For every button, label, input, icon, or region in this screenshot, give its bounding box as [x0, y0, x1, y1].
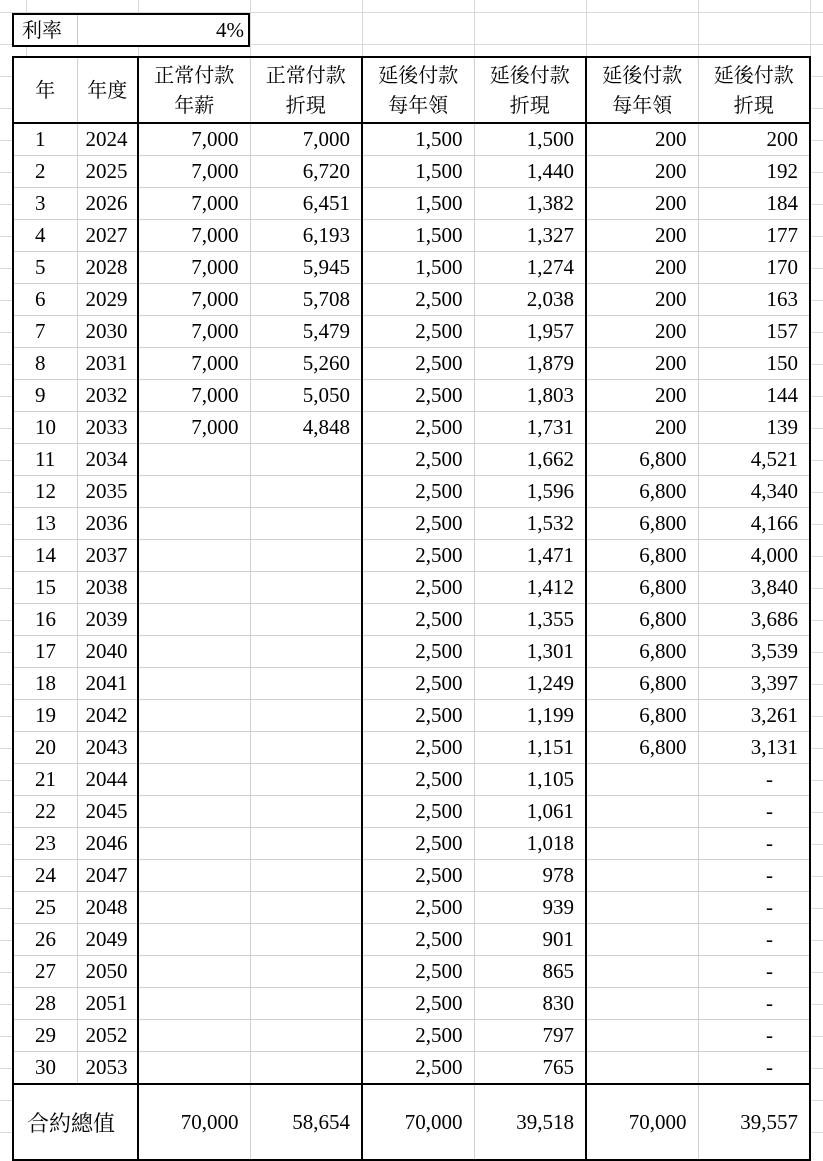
cell-year[interactable]: 16 — [13, 604, 77, 636]
cell-deferred-a-annual[interactable]: 2,500 — [362, 700, 474, 732]
table-row — [13, 188, 810, 220]
cell-deferred-a-annual[interactable]: 2,500 — [362, 1020, 474, 1052]
cell-deferred-b-annual[interactable]: 6,800 — [586, 732, 698, 764]
cell-deferred-b-annual[interactable]: 200 — [586, 123, 698, 156]
header-year[interactable]: 年 — [13, 57, 77, 123]
table-row — [13, 444, 810, 476]
cell-normal-discount[interactable] — [250, 860, 362, 892]
interest-rate-value[interactable]: 4% — [216, 18, 244, 42]
cell-normal-discount[interactable]: 5,945 — [250, 252, 362, 284]
cell-normal-discount[interactable] — [250, 572, 362, 604]
cell-deferred-b-annual[interactable] — [586, 956, 698, 988]
cell-deferred-a-discount[interactable]: 1,440 — [474, 156, 586, 188]
cell-deferred-a-discount[interactable]: 1,199 — [474, 700, 586, 732]
cell-deferred-b-annual[interactable] — [586, 892, 698, 924]
table-row — [13, 956, 810, 988]
cell-year[interactable]: 17 — [13, 636, 77, 668]
header-deferred-b-discount[interactable]: 延後付款 折現 — [698, 57, 810, 123]
cell-deferred-a-discount[interactable]: 1,957 — [474, 316, 586, 348]
cell-normal-salary[interactable] — [138, 924, 250, 956]
cell-deferred-b-discount[interactable]: 170 — [698, 252, 810, 284]
cell-normal-salary[interactable] — [138, 796, 250, 828]
cell-deferred-a-discount[interactable]: 1,532 — [474, 508, 586, 540]
total-normal-salary[interactable]: 70,000 — [138, 1084, 250, 1160]
cell-year[interactable]: 15 — [13, 572, 77, 604]
cell-fiscal-year[interactable]: 2039 — [77, 604, 138, 636]
cell-normal-salary[interactable]: 7,000 — [138, 156, 250, 188]
cell-deferred-b-discount[interactable]: - — [698, 924, 810, 956]
table-row — [13, 796, 810, 828]
cell-normal-discount[interactable] — [250, 828, 362, 860]
cell-year[interactable]: 22 — [13, 796, 77, 828]
cell-year[interactable]: 21 — [13, 764, 77, 796]
cell-deferred-b-annual[interactable] — [586, 796, 698, 828]
cell-fiscal-year[interactable]: 2045 — [77, 796, 138, 828]
table-row — [13, 700, 810, 732]
cell-normal-discount[interactable]: 5,708 — [250, 284, 362, 316]
cell-deferred-b-discount[interactable]: 4,521 — [698, 444, 810, 476]
cell-year[interactable]: 29 — [13, 1020, 77, 1052]
cell-normal-salary[interactable]: 7,000 — [138, 123, 250, 156]
cell-deferred-a-discount[interactable]: 865 — [474, 956, 586, 988]
header-deferred-a-annual[interactable]: 延後付款 每年領 — [362, 57, 474, 123]
cell-normal-discount[interactable]: 6,451 — [250, 188, 362, 220]
cell-deferred-b-annual[interactable]: 200 — [586, 380, 698, 412]
cell-deferred-a-discount[interactable]: 1,412 — [474, 572, 586, 604]
cell-deferred-a-discount[interactable]: 1,662 — [474, 444, 586, 476]
header-normal-salary[interactable]: 正常付款 年薪 — [138, 57, 250, 123]
cell-deferred-a-annual[interactable]: 2,500 — [362, 540, 474, 572]
cell-year[interactable]: 24 — [13, 860, 77, 892]
cell-fiscal-year[interactable]: 2049 — [77, 924, 138, 956]
cell-normal-salary[interactable]: 7,000 — [138, 252, 250, 284]
cell-normal-salary[interactable] — [138, 540, 250, 572]
cell-fiscal-year[interactable]: 2030 — [77, 316, 138, 348]
cell-normal-discount[interactable] — [250, 700, 362, 732]
table-row — [13, 412, 810, 444]
cell-deferred-a-discount[interactable]: 939 — [474, 892, 586, 924]
cell-deferred-a-discount[interactable]: 1,596 — [474, 476, 586, 508]
cell-deferred-b-discount[interactable]: 177 — [698, 220, 810, 252]
cell-deferred-a-discount[interactable]: 1,500 — [474, 123, 586, 156]
cell-fiscal-year[interactable]: 2050 — [77, 956, 138, 988]
cell-fiscal-year[interactable]: 2027 — [77, 220, 138, 252]
cell-year[interactable]: 20 — [13, 732, 77, 764]
cell-year[interactable]: 9 — [13, 380, 77, 412]
cell-normal-salary[interactable]: 7,000 — [138, 220, 250, 252]
cell-deferred-a-annual[interactable]: 2,500 — [362, 828, 474, 860]
cell-deferred-b-annual[interactable] — [586, 828, 698, 860]
cell-deferred-a-discount[interactable]: 765 — [474, 1052, 586, 1085]
cell-deferred-b-annual[interactable]: 200 — [586, 348, 698, 380]
cell-year[interactable]: 14 — [13, 540, 77, 572]
cell-deferred-a-annual[interactable]: 2,500 — [362, 892, 474, 924]
cell-normal-discount[interactable] — [250, 476, 362, 508]
cell-fiscal-year[interactable]: 2041 — [77, 668, 138, 700]
cell-deferred-b-discount[interactable]: - — [698, 764, 810, 796]
cell-year[interactable]: 12 — [13, 476, 77, 508]
cell-deferred-b-annual[interactable]: 6,800 — [586, 540, 698, 572]
cell-normal-salary[interactable]: 7,000 — [138, 348, 250, 380]
cell-deferred-b-discount[interactable]: 157 — [698, 316, 810, 348]
total-deferred-a-discount[interactable]: 39,518 — [474, 1084, 586, 1160]
table-row — [13, 892, 810, 924]
cell-year[interactable]: 30 — [13, 1052, 77, 1085]
cell-deferred-a-discount[interactable]: 797 — [474, 1020, 586, 1052]
cell-deferred-a-annual[interactable]: 2,500 — [362, 732, 474, 764]
cell-deferred-a-annual[interactable]: 2,500 — [362, 412, 474, 444]
cell-deferred-b-annual[interactable] — [586, 924, 698, 956]
cell-deferred-a-annual[interactable]: 2,500 — [362, 316, 474, 348]
cell-fiscal-year[interactable]: 2028 — [77, 252, 138, 284]
cell-year[interactable]: 23 — [13, 828, 77, 860]
cell-normal-discount[interactable] — [250, 764, 362, 796]
table-row — [13, 252, 810, 284]
table-row — [13, 220, 810, 252]
cell-normal-salary[interactable] — [138, 572, 250, 604]
table-row — [13, 668, 810, 700]
payment-schedule-table — [12, 56, 811, 1161]
cell-normal-discount[interactable] — [250, 636, 362, 668]
cell-deferred-a-discount[interactable]: 1,879 — [474, 348, 586, 380]
cell-deferred-a-discount[interactable]: 1,301 — [474, 636, 586, 668]
cell-deferred-a-annual[interactable]: 1,500 — [362, 156, 474, 188]
table-row — [13, 764, 810, 796]
table-row — [13, 732, 810, 764]
cell-deferred-a-annual[interactable]: 2,500 — [362, 1052, 474, 1085]
cell-deferred-a-discount[interactable]: 1,327 — [474, 220, 586, 252]
cell-deferred-b-annual[interactable] — [586, 860, 698, 892]
table-row — [13, 604, 810, 636]
cell-deferred-a-discount[interactable]: 830 — [474, 988, 586, 1020]
cell-deferred-a-annual[interactable]: 1,500 — [362, 188, 474, 220]
cell-fiscal-year[interactable]: 2040 — [77, 636, 138, 668]
cell-fiscal-year[interactable]: 2032 — [77, 380, 138, 412]
cell-deferred-b-annual[interactable] — [586, 1052, 698, 1085]
cell-fiscal-year[interactable]: 2031 — [77, 348, 138, 380]
cell-deferred-a-discount[interactable]: 1,249 — [474, 668, 586, 700]
cell-normal-salary[interactable] — [138, 732, 250, 764]
table-row — [13, 572, 810, 604]
cell-deferred-a-discount[interactable]: 901 — [474, 924, 586, 956]
cell-deferred-a-discount[interactable]: 1,355 — [474, 604, 586, 636]
cell-deferred-b-annual[interactable]: 6,800 — [586, 508, 698, 540]
cell-normal-salary[interactable] — [138, 988, 250, 1020]
cell-deferred-b-annual[interactable]: 6,800 — [586, 700, 698, 732]
cell-deferred-b-discount[interactable]: - — [698, 892, 810, 924]
cell-normal-discount[interactable] — [250, 540, 362, 572]
cell-deferred-a-annual[interactable]: 2,500 — [362, 348, 474, 380]
cell-fiscal-year[interactable]: 2048 — [77, 892, 138, 924]
cell-normal-salary[interactable] — [138, 956, 250, 988]
cell-deferred-a-annual[interactable]: 2,500 — [362, 444, 474, 476]
cell-deferred-b-discount[interactable]: 192 — [698, 156, 810, 188]
cell-normal-salary[interactable] — [138, 860, 250, 892]
total-normal-discount[interactable]: 58,654 — [250, 1084, 362, 1160]
cell-deferred-a-annual[interactable]: 2,500 — [362, 924, 474, 956]
cell-deferred-b-annual[interactable]: 6,800 — [586, 636, 698, 668]
cell-deferred-b-discount[interactable]: 163 — [698, 284, 810, 316]
cell-deferred-a-discount[interactable]: 1,382 — [474, 188, 586, 220]
total-deferred-b-annual[interactable]: 70,000 — [586, 1084, 698, 1160]
cell-deferred-b-discount[interactable]: 150 — [698, 348, 810, 380]
cell-fiscal-year[interactable]: 2036 — [77, 508, 138, 540]
cell-deferred-b-discount[interactable]: - — [698, 1052, 810, 1085]
header-deferred-a-discount[interactable]: 延後付款 折現 — [474, 57, 586, 123]
cell-deferred-b-discount[interactable]: - — [698, 956, 810, 988]
cell-deferred-b-discount[interactable]: - — [698, 796, 810, 828]
table-row — [13, 316, 810, 348]
cell-normal-salary[interactable] — [138, 508, 250, 540]
cell-deferred-b-discount[interactable]: 3,397 — [698, 668, 810, 700]
cell-fiscal-year[interactable]: 2053 — [77, 1052, 138, 1085]
cell-year[interactable]: 4 — [13, 220, 77, 252]
cell-deferred-b-annual[interactable]: 200 — [586, 156, 698, 188]
cell-deferred-b-discount[interactable]: - — [698, 1020, 810, 1052]
cell-normal-discount[interactable]: 5,479 — [250, 316, 362, 348]
cell-normal-salary[interactable] — [138, 604, 250, 636]
table-row — [13, 123, 810, 156]
cell-deferred-b-discount[interactable]: 3,539 — [698, 636, 810, 668]
cell-deferred-b-annual[interactable] — [586, 1020, 698, 1052]
table-row — [13, 828, 810, 860]
cell-year[interactable]: 11 — [13, 444, 77, 476]
cell-fiscal-year[interactable]: 2044 — [77, 764, 138, 796]
cell-deferred-a-annual[interactable]: 2,500 — [362, 796, 474, 828]
cell-deferred-b-discount[interactable]: 4,000 — [698, 540, 810, 572]
table-row — [13, 476, 810, 508]
table-row — [13, 508, 810, 540]
table-row — [13, 988, 810, 1020]
cell-fiscal-year[interactable]: 2046 — [77, 828, 138, 860]
table-row — [13, 540, 810, 572]
cell-normal-salary[interactable] — [138, 764, 250, 796]
cell-deferred-a-annual[interactable]: 2,500 — [362, 636, 474, 668]
cell-normal-salary[interactable] — [138, 476, 250, 508]
cell-normal-discount[interactable] — [250, 988, 362, 1020]
cell-deferred-b-discount[interactable]: 200 — [698, 123, 810, 156]
cell-normal-discount[interactable] — [250, 732, 362, 764]
cell-normal-discount[interactable] — [250, 924, 362, 956]
cell-deferred-a-annual[interactable]: 1,500 — [362, 123, 474, 156]
cell-deferred-b-annual[interactable]: 200 — [586, 252, 698, 284]
cell-normal-salary[interactable]: 7,000 — [138, 380, 250, 412]
table-row — [13, 348, 810, 380]
cell-deferred-b-discount[interactable]: 144 — [698, 380, 810, 412]
cell-deferred-b-annual[interactable]: 200 — [586, 220, 698, 252]
cell-normal-discount[interactable] — [250, 444, 362, 476]
cell-fiscal-year[interactable]: 2038 — [77, 572, 138, 604]
cell-year[interactable]: 10 — [13, 412, 77, 444]
cell-deferred-b-discount[interactable]: 3,131 — [698, 732, 810, 764]
cell-deferred-a-annual[interactable]: 2,500 — [362, 988, 474, 1020]
cell-year[interactable]: 27 — [13, 956, 77, 988]
cell-normal-salary[interactable] — [138, 1052, 250, 1085]
cell-deferred-a-annual[interactable]: 1,500 — [362, 220, 474, 252]
cell-normal-salary[interactable]: 7,000 — [138, 412, 250, 444]
cell-fiscal-year[interactable]: 2033 — [77, 412, 138, 444]
cell-normal-discount[interactable] — [250, 892, 362, 924]
cell-normal-discount[interactable] — [250, 956, 362, 988]
cell-deferred-b-discount[interactable]: - — [698, 988, 810, 1020]
cell-normal-discount[interactable]: 6,193 — [250, 220, 362, 252]
cell-fiscal-year[interactable]: 2047 — [77, 860, 138, 892]
cell-deferred-b-discount[interactable]: 3,261 — [698, 700, 810, 732]
cell-normal-discount[interactable]: 5,260 — [250, 348, 362, 380]
cell-fiscal-year[interactable]: 2037 — [77, 540, 138, 572]
cell-deferred-a-annual[interactable]: 2,500 — [362, 476, 474, 508]
cell-year[interactable]: 1 — [13, 123, 77, 156]
cell-normal-salary[interactable] — [138, 636, 250, 668]
cell-year[interactable]: 8 — [13, 348, 77, 380]
cell-normal-salary[interactable] — [138, 892, 250, 924]
cell-fiscal-year[interactable]: 2025 — [77, 156, 138, 188]
cell-deferred-b-discount[interactable]: - — [698, 860, 810, 892]
cell-year[interactable]: 3 — [13, 188, 77, 220]
cell-deferred-b-discount[interactable]: 3,840 — [698, 572, 810, 604]
cell-deferred-b-annual[interactable]: 6,800 — [586, 668, 698, 700]
cell-normal-discount[interactable] — [250, 508, 362, 540]
totals-row — [13, 1084, 810, 1160]
table-row — [13, 924, 810, 956]
cell-deferred-a-discount[interactable]: 1,105 — [474, 764, 586, 796]
cell-deferred-a-annual[interactable]: 2,500 — [362, 668, 474, 700]
cell-normal-discount[interactable]: 7,000 — [250, 123, 362, 156]
table-row — [13, 1052, 810, 1085]
cell-deferred-a-annual[interactable]: 2,500 — [362, 572, 474, 604]
cell-deferred-b-annual[interactable]: 200 — [586, 188, 698, 220]
cell-deferred-a-annual[interactable]: 2,500 — [362, 956, 474, 988]
cell-normal-discount[interactable]: 4,848 — [250, 412, 362, 444]
cell-normal-salary[interactable] — [138, 668, 250, 700]
cell-fiscal-year[interactable]: 2035 — [77, 476, 138, 508]
cell-deferred-b-discount[interactable]: - — [698, 828, 810, 860]
cell-deferred-a-discount[interactable]: 1,274 — [474, 252, 586, 284]
cell-normal-salary[interactable] — [138, 828, 250, 860]
totals-label[interactable]: 合約總值 — [13, 1084, 138, 1160]
cell-year[interactable]: 7 — [13, 316, 77, 348]
cell-fiscal-year[interactable]: 2029 — [77, 284, 138, 316]
cell-fiscal-year[interactable]: 2024 — [77, 123, 138, 156]
cell-deferred-b-discount[interactable]: 184 — [698, 188, 810, 220]
cell-deferred-b-annual[interactable] — [586, 988, 698, 1020]
table-row — [13, 1020, 810, 1052]
cell-deferred-a-annual[interactable]: 2,500 — [362, 380, 474, 412]
cell-fiscal-year[interactable]: 2052 — [77, 1020, 138, 1052]
cell-normal-salary[interactable]: 7,000 — [138, 316, 250, 348]
table-row — [13, 860, 810, 892]
cell-deferred-a-annual[interactable]: 2,500 — [362, 284, 474, 316]
header-normal-discount[interactable]: 正常付款 折現 — [250, 57, 362, 123]
cell-deferred-b-annual[interactable]: 200 — [586, 412, 698, 444]
cell-deferred-b-annual[interactable]: 6,800 — [586, 476, 698, 508]
cell-deferred-a-annual[interactable]: 2,500 — [362, 764, 474, 796]
total-deferred-b-discount[interactable]: 39,557 — [698, 1084, 810, 1160]
cell-normal-discount[interactable] — [250, 1020, 362, 1052]
cell-normal-salary[interactable] — [138, 1020, 250, 1052]
cell-deferred-a-discount[interactable]: 978 — [474, 860, 586, 892]
cell-deferred-a-discount[interactable]: 1,471 — [474, 540, 586, 572]
table-row — [13, 636, 810, 668]
cell-year[interactable]: 18 — [13, 668, 77, 700]
cell-deferred-b-discount[interactable]: 4,166 — [698, 508, 810, 540]
cell-deferred-b-annual[interactable]: 200 — [586, 284, 698, 316]
cell-normal-discount[interactable]: 5,050 — [250, 380, 362, 412]
cell-deferred-a-discount[interactable]: 1,731 — [474, 412, 586, 444]
cell-deferred-b-discount[interactable]: 139 — [698, 412, 810, 444]
table-row — [13, 284, 810, 316]
cell-deferred-b-discount[interactable]: 4,340 — [698, 476, 810, 508]
cell-deferred-a-discount[interactable]: 1,151 — [474, 732, 586, 764]
cell-normal-discount[interactable] — [250, 796, 362, 828]
cell-normal-salary[interactable]: 7,000 — [138, 284, 250, 316]
cell-deferred-a-annual[interactable]: 2,500 — [362, 604, 474, 636]
cell-normal-salary[interactable] — [138, 700, 250, 732]
cell-year[interactable]: 2 — [13, 156, 77, 188]
cell-year[interactable]: 5 — [13, 252, 77, 284]
cell-year[interactable]: 28 — [13, 988, 77, 1020]
cell-deferred-a-discount[interactable]: 2,038 — [474, 284, 586, 316]
cell-deferred-a-discount[interactable]: 1,061 — [474, 796, 586, 828]
cell-year[interactable]: 25 — [13, 892, 77, 924]
cell-year[interactable]: 6 — [13, 284, 77, 316]
cell-deferred-a-annual[interactable]: 1,500 — [362, 252, 474, 284]
cell-normal-salary[interactable]: 7,000 — [138, 188, 250, 220]
total-deferred-a-annual[interactable]: 70,000 — [362, 1084, 474, 1160]
cell-fiscal-year[interactable]: 2043 — [77, 732, 138, 764]
header-row — [13, 57, 810, 123]
interest-rate-label[interactable]: 利率 — [14, 15, 78, 45]
cell-deferred-a-annual[interactable]: 2,500 — [362, 860, 474, 892]
cell-deferred-a-annual[interactable]: 2,500 — [362, 508, 474, 540]
cell-fiscal-year[interactable]: 2042 — [77, 700, 138, 732]
cell-year[interactable]: 26 — [13, 924, 77, 956]
cell-year[interactable]: 19 — [13, 700, 77, 732]
header-fiscal-year[interactable]: 年度 — [77, 57, 138, 123]
cell-deferred-b-annual[interactable]: 6,800 — [586, 444, 698, 476]
table-row — [13, 380, 810, 412]
table-row — [13, 156, 810, 188]
cell-deferred-b-annual[interactable] — [586, 764, 698, 796]
cell-normal-discount[interactable] — [250, 668, 362, 700]
cell-deferred-b-annual[interactable]: 6,800 — [586, 604, 698, 636]
cell-deferred-a-discount[interactable]: 1,018 — [474, 828, 586, 860]
cell-deferred-b-discount[interactable]: 3,686 — [698, 604, 810, 636]
cell-deferred-b-annual[interactable]: 6,800 — [586, 572, 698, 604]
cell-fiscal-year[interactable]: 2026 — [77, 188, 138, 220]
schedule-body — [13, 123, 810, 1084]
cell-deferred-a-discount[interactable]: 1,803 — [474, 380, 586, 412]
cell-normal-discount[interactable]: 6,720 — [250, 156, 362, 188]
header-deferred-b-annual[interactable]: 延後付款 每年領 — [586, 57, 698, 123]
cell-normal-salary[interactable] — [138, 444, 250, 476]
cell-year[interactable]: 13 — [13, 508, 77, 540]
cell-normal-discount[interactable] — [250, 604, 362, 636]
cell-deferred-b-annual[interactable]: 200 — [586, 316, 698, 348]
cell-fiscal-year[interactable]: 2034 — [77, 444, 138, 476]
cell-normal-discount[interactable] — [250, 1052, 362, 1085]
cell-fiscal-year[interactable]: 2051 — [77, 988, 138, 1020]
interest-rate-box — [12, 13, 250, 47]
